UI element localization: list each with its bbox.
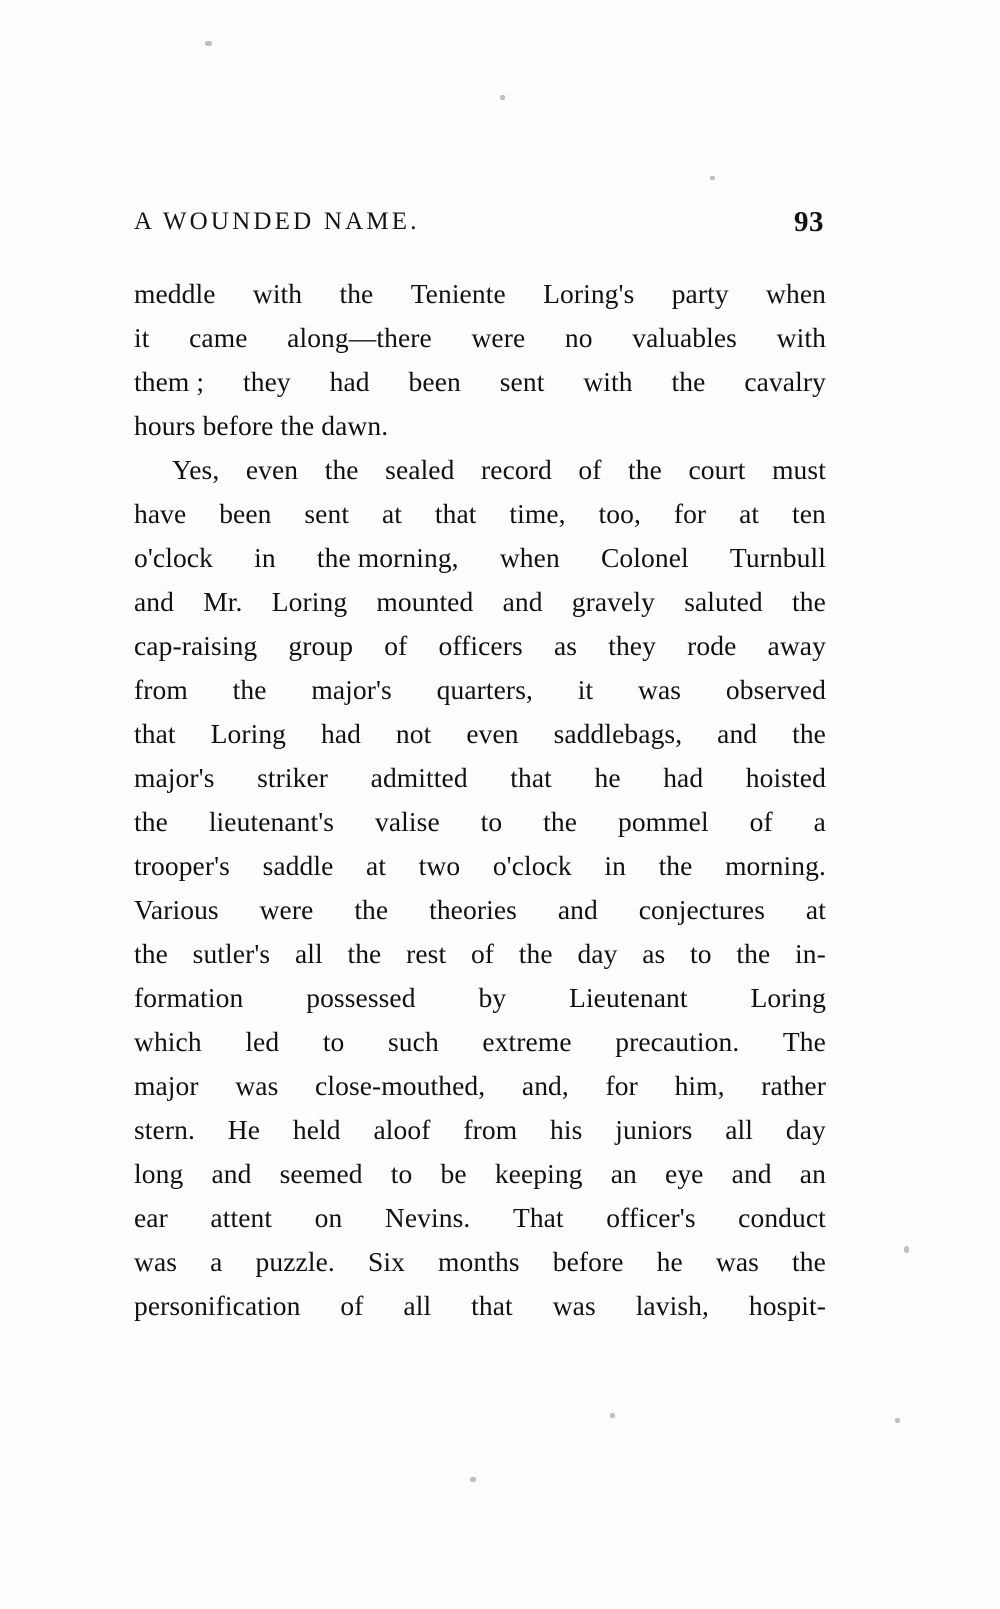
text-line — [134, 888, 826, 932]
word: saluted — [684, 586, 763, 617]
word: held — [292, 1114, 341, 1145]
word: conduct — [738, 1202, 826, 1233]
word: at — [805, 894, 826, 925]
word: conjectures — [638, 894, 766, 925]
word: to — [390, 1158, 413, 1189]
word: been — [219, 498, 272, 529]
word: formation — [134, 982, 244, 1013]
word: cavalry — [744, 366, 826, 397]
text-line — [134, 580, 826, 624]
word: Loring — [750, 982, 826, 1013]
word: trooper's — [134, 850, 230, 881]
page-speckle — [470, 1477, 476, 1482]
word: was — [235, 1070, 279, 1101]
word: sent — [304, 498, 350, 529]
word: record — [481, 454, 552, 485]
word: pommel — [617, 806, 709, 837]
word: attent — [210, 1202, 273, 1233]
word: aloof — [373, 1114, 431, 1145]
word: had — [329, 366, 370, 397]
text-line — [134, 712, 826, 756]
word: officer's — [606, 1202, 696, 1233]
word: saddlebags, — [553, 718, 683, 749]
word: party — [671, 278, 729, 309]
word: the — [232, 674, 267, 705]
word: major's — [134, 762, 215, 793]
word: for — [605, 1070, 638, 1101]
page-number: 93 — [794, 206, 824, 238]
word: an — [610, 1158, 637, 1189]
word: his — [550, 1114, 583, 1145]
word: be — [440, 1158, 467, 1189]
word: was — [552, 1290, 596, 1321]
text-line — [134, 360, 826, 404]
word: seemed — [279, 1158, 363, 1189]
word: mounted — [376, 586, 474, 617]
page-speckle — [895, 1418, 900, 1423]
word: all — [403, 1290, 432, 1321]
word: that — [471, 1290, 513, 1321]
word: a — [210, 1246, 223, 1277]
word: officers — [438, 630, 523, 661]
text-line — [134, 1240, 826, 1284]
word: personification — [134, 1290, 301, 1321]
word: Colonel — [600, 542, 689, 573]
word: major — [134, 1070, 199, 1101]
word: long — [134, 1158, 184, 1189]
word: the — [671, 366, 706, 397]
text-line — [134, 756, 826, 800]
word: lavish, — [635, 1290, 709, 1321]
word: before — [552, 1246, 624, 1277]
word: at — [381, 498, 402, 529]
word: in- — [795, 938, 826, 969]
word: had — [663, 762, 704, 793]
word: that — [434, 498, 477, 529]
text-line — [134, 800, 826, 844]
word: have — [134, 498, 187, 529]
text-line — [134, 272, 826, 316]
text-line — [134, 844, 826, 888]
page-speckle — [710, 176, 715, 180]
word: as — [553, 630, 578, 661]
word: too, — [598, 498, 641, 529]
word: at — [739, 498, 760, 529]
word: from — [463, 1114, 518, 1145]
word: them ; — [134, 366, 205, 397]
word: o'clock — [492, 850, 572, 881]
word: cap-raising — [134, 630, 258, 661]
word: and — [731, 1158, 772, 1189]
text-line — [134, 536, 826, 580]
word: of — [470, 938, 495, 969]
word: Mr. — [203, 586, 243, 617]
word: Lieutenant — [569, 982, 688, 1013]
word: of — [578, 454, 602, 485]
word: not — [395, 718, 432, 749]
word: ear — [134, 1202, 168, 1233]
word: an — [799, 1158, 826, 1189]
word: of — [749, 806, 773, 837]
word: and — [134, 586, 175, 617]
word: group — [288, 630, 354, 661]
word: that — [134, 718, 176, 749]
word: it — [577, 674, 594, 705]
word: rather — [761, 1070, 826, 1101]
page-speckle — [500, 95, 505, 100]
word: o'clock — [134, 542, 213, 573]
word: day — [577, 938, 618, 969]
word: precaution. — [615, 1026, 740, 1057]
word: and — [717, 718, 758, 749]
word: Six — [367, 1246, 405, 1277]
word: rest — [406, 938, 447, 969]
word: day — [785, 1114, 826, 1145]
word: striker — [257, 762, 329, 793]
word: Loring — [271, 586, 348, 617]
word: juniors — [615, 1114, 693, 1145]
word: puzzle. — [255, 1246, 335, 1277]
word: at — [366, 850, 387, 881]
body-text — [134, 272, 826, 1328]
running-head: A WOUNDED NAME. — [134, 208, 420, 235]
word: valuables — [632, 322, 737, 353]
word: the — [736, 938, 771, 969]
word: it — [134, 322, 150, 353]
word: a — [813, 806, 826, 837]
word: the — [324, 454, 359, 485]
word: morning. — [725, 850, 826, 881]
word: he — [594, 762, 621, 793]
word: the — [347, 938, 382, 969]
word: valise — [375, 806, 440, 837]
word: were — [259, 894, 314, 925]
word: two — [418, 850, 461, 881]
page-speckle — [205, 41, 212, 46]
word: to — [690, 938, 712, 969]
word: he — [656, 1246, 683, 1277]
word: He — [227, 1114, 261, 1145]
word: of — [340, 1290, 364, 1321]
word: by — [478, 982, 507, 1013]
word: time, — [509, 498, 566, 529]
word: even — [466, 718, 519, 749]
word: and, — [521, 1070, 569, 1101]
word: Loring — [210, 718, 287, 749]
word: meddle — [134, 278, 216, 309]
word: possessed — [306, 982, 416, 1013]
word: and — [557, 894, 598, 925]
word: with — [776, 322, 826, 353]
word: been — [408, 366, 461, 397]
word: the — [628, 454, 662, 485]
text-line: hours before the dawn. — [134, 410, 389, 441]
text-line — [134, 492, 826, 536]
text-line — [134, 976, 826, 1020]
text-line — [134, 1064, 826, 1108]
word: extreme — [482, 1026, 572, 1057]
word: That — [512, 1202, 564, 1233]
text-line — [134, 668, 826, 712]
word: Loring's — [543, 278, 635, 309]
word: such — [388, 1026, 439, 1057]
word: Teniente — [410, 278, 506, 309]
word: were — [471, 322, 526, 353]
word: the — [518, 938, 553, 969]
word: lieutenant's — [208, 806, 335, 837]
word: The — [782, 1026, 826, 1057]
word: on — [314, 1202, 343, 1233]
word: they — [608, 630, 656, 661]
page-speckle — [610, 1413, 615, 1418]
word: they — [243, 366, 291, 397]
word: away — [767, 630, 826, 661]
word: as — [642, 938, 666, 969]
word: when — [499, 542, 560, 573]
text-line — [134, 624, 826, 668]
word: Various — [134, 894, 219, 925]
word: was — [638, 674, 682, 705]
word: him, — [674, 1070, 725, 1101]
word: all — [294, 938, 323, 969]
page-header — [134, 208, 824, 236]
word: hoisted — [745, 762, 826, 793]
text-line — [134, 1284, 826, 1328]
text-line — [134, 1196, 826, 1240]
word: close-mouthed, — [315, 1070, 486, 1101]
word: to — [322, 1026, 345, 1057]
word: rode — [687, 630, 737, 661]
word: the — [354, 894, 389, 925]
paragraph — [134, 272, 826, 448]
word: Turnbull — [729, 542, 826, 573]
word: hospit- — [748, 1290, 826, 1321]
word: the — [792, 718, 826, 749]
word: stern. — [134, 1114, 195, 1145]
word: admitted — [370, 762, 468, 793]
word: the — [792, 586, 826, 617]
paragraph — [134, 448, 826, 1328]
word: that — [510, 762, 552, 793]
word: Nevins. — [384, 1202, 471, 1233]
word: for — [673, 498, 707, 529]
word: the — [658, 850, 693, 881]
word: with — [583, 366, 633, 397]
word: sutler's — [192, 938, 271, 969]
text-line — [134, 1108, 826, 1152]
word: the — [543, 806, 578, 837]
word: observed — [725, 674, 826, 705]
word: was — [715, 1246, 759, 1277]
word: in — [254, 542, 276, 573]
word: came — [189, 322, 248, 353]
text-line — [134, 316, 826, 360]
word: months — [438, 1246, 520, 1277]
word: was — [134, 1246, 178, 1277]
word: the morning, — [316, 542, 459, 573]
text-line — [134, 1152, 826, 1196]
word: even — [245, 454, 299, 485]
word: ten — [792, 498, 826, 529]
word: Yes, — [172, 454, 220, 485]
word: all — [725, 1114, 754, 1145]
word: along—there — [287, 322, 432, 353]
word: sent — [499, 366, 545, 397]
word: must — [772, 454, 826, 485]
word: of — [384, 630, 408, 661]
text-line — [134, 1020, 826, 1064]
word: saddle — [262, 850, 334, 881]
word: from — [134, 674, 188, 705]
word: in — [604, 850, 626, 881]
word: the — [339, 278, 374, 309]
word: which — [134, 1026, 202, 1057]
word: with — [252, 278, 303, 309]
word: and — [211, 1158, 252, 1189]
word: keeping — [494, 1158, 583, 1189]
word: court — [688, 454, 746, 485]
word: the — [134, 938, 168, 969]
word: quarters, — [436, 674, 533, 705]
word: had — [320, 718, 361, 749]
word: when — [766, 278, 826, 309]
word: theories — [429, 894, 517, 925]
word: led — [245, 1026, 280, 1057]
word: eye — [665, 1158, 704, 1189]
word: the — [134, 806, 168, 837]
word: to — [480, 806, 503, 837]
text-line — [134, 448, 826, 492]
page-speckle — [904, 1246, 909, 1253]
text-line — [134, 932, 826, 976]
word: gravely — [571, 586, 655, 617]
word: the — [792, 1246, 826, 1277]
word: and — [502, 586, 543, 617]
word: major's — [311, 674, 392, 705]
word: sealed — [385, 454, 455, 485]
word: no — [564, 322, 593, 353]
